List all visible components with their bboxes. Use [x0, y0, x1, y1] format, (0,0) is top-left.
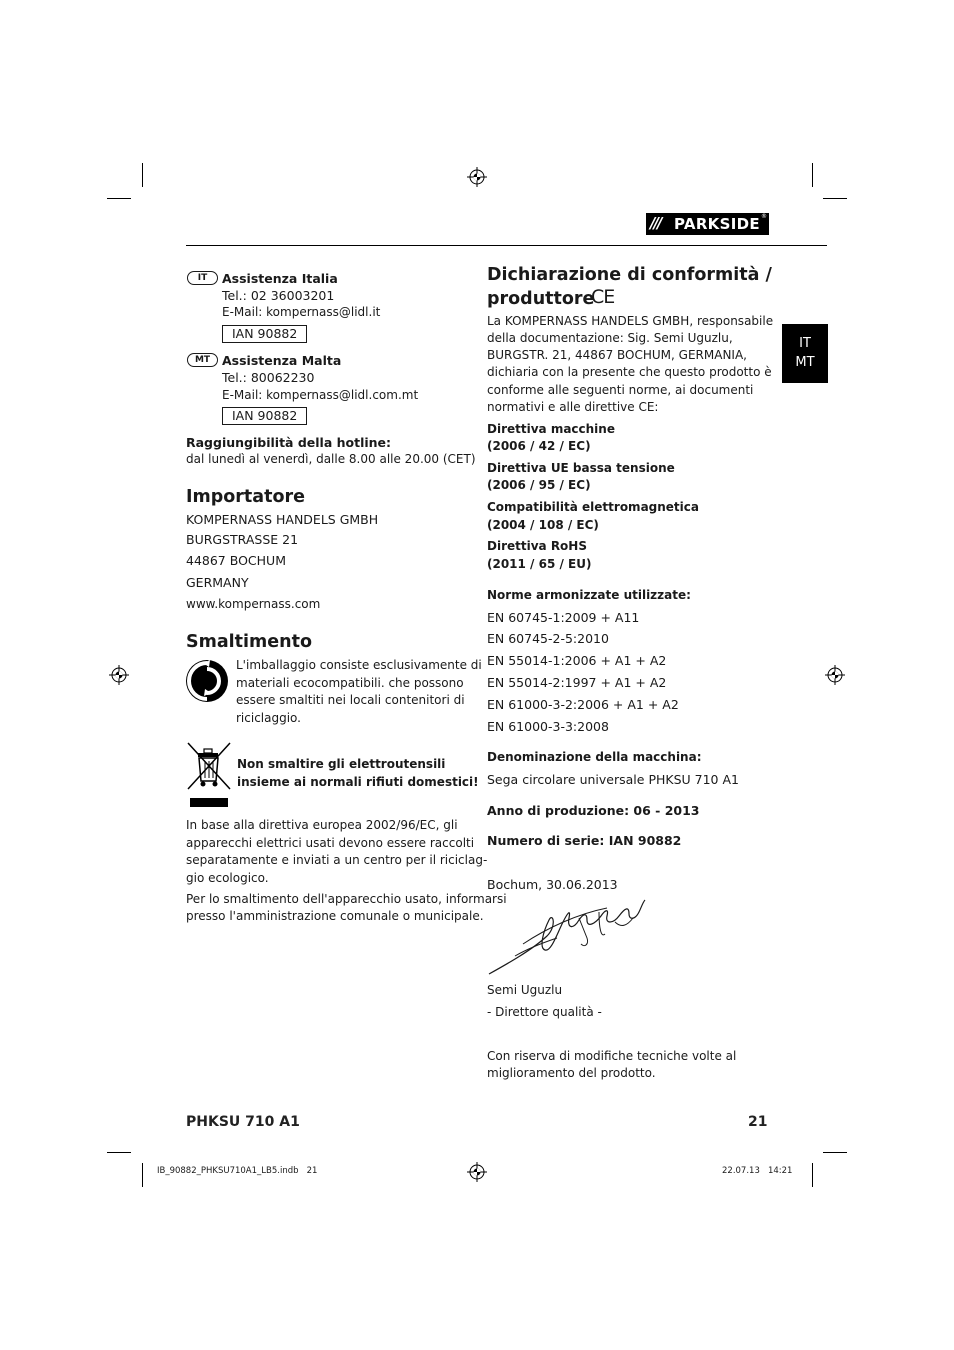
- standards-title: Norme armonizzate utilizzate:: [487, 588, 691, 602]
- mt-service-tel: Tel.: 80062230: [222, 370, 315, 385]
- packaging-line: essere smaltiti nei locali contenitori di: [236, 693, 465, 707]
- mt-service-email: E-Mail: kompernass@lidl.com.mt: [222, 388, 419, 402]
- footer-model: PHKSU 710 A1: [186, 1114, 300, 1130]
- standard-item: EN 55014-2:1997 + A1 + A2: [487, 675, 667, 690]
- info-line: presso l'amministrazione comunale o municipale.: [186, 909, 484, 923]
- standard-item: EN 61000-3-3:2008: [487, 719, 609, 734]
- importer-heading: Importatore: [186, 487, 305, 507]
- weee-warning-line: Non smaltire gli elettroutensili: [237, 757, 446, 771]
- importer-line: 44867 BOCHUM: [186, 553, 286, 568]
- logo-text: PARKSIDE: [674, 215, 760, 233]
- hotline-text: dal lunedì al venerdì, dalle 8.00 alle 20.00 (CET): [186, 452, 476, 466]
- declaration-intro-line: normativi e alle direttive CE:: [487, 400, 659, 414]
- registration-mark-icon: [825, 665, 845, 685]
- reserve-line: miglioramento del prodotto.: [487, 1066, 656, 1080]
- directive-number: (2004 / 108 / EC): [487, 518, 599, 532]
- crop-mark: [107, 1152, 131, 1153]
- logo-slashes-icon: ///: [650, 214, 661, 232]
- signature: [487, 898, 652, 978]
- recycling-green-dot-icon: [185, 659, 229, 703]
- footer-print-date: 22.07.13 14:21: [722, 1166, 793, 1176]
- footer-file-info: IB_90882_PHKSU710A1_LB5.indb 21: [157, 1166, 318, 1176]
- standard-item: EN 55014-1:2006 + A1 + A2: [487, 653, 667, 668]
- serial-number: Numero di serie: IAN 90882: [487, 833, 682, 848]
- production-year: Anno di produzione: 06 - 2013: [487, 803, 700, 818]
- crop-mark: [107, 198, 131, 199]
- directive-number: (2011 / 65 / EU): [487, 557, 592, 571]
- place-date: Bochum, 30.06.2013: [487, 877, 618, 892]
- hotline-title: Raggiungibilità della hotline:: [186, 435, 392, 450]
- crop-mark: [823, 1152, 847, 1153]
- ce-mark-icon: CE: [591, 286, 615, 308]
- crop-mark: [812, 163, 813, 187]
- packaging-line: L'imballaggio consiste esclusivamente di: [236, 658, 482, 672]
- it-service-email: E-Mail: kompernass@lidl.it: [222, 305, 381, 319]
- header-rule: [186, 245, 827, 246]
- mt-ian-box: IAN 90882: [222, 407, 307, 425]
- directive-line: gio ecologico.: [186, 871, 269, 885]
- directive-number: (2006 / 95 / EC): [487, 478, 591, 492]
- importer-line: GERMANY: [186, 575, 249, 590]
- declaration-intro-line: conforme alle seguenti norme, ai documenti: [487, 383, 754, 397]
- registration-mark-icon: [467, 167, 487, 187]
- declaration-intro-line: La KOMPERNASS HANDELS GMBH, responsabile: [487, 314, 774, 328]
- language-tab: [782, 324, 828, 383]
- importer-line: KOMPERNASS HANDELS GMBH: [186, 512, 379, 527]
- declaration-intro-line: BURGSTR. 21, 44867 BOCHUM, GERMANIA,: [487, 348, 747, 362]
- machine-title: Denominazione della macchina:: [487, 750, 702, 764]
- parkside-logo: [646, 213, 769, 235]
- directive-line: separatamente e inviati a un centro per il riciclag-: [186, 853, 488, 867]
- it-ian-box: IAN 90882: [222, 325, 307, 343]
- signer-name: Semi Uguzlu: [487, 983, 563, 997]
- standard-item: EN 60745-2-5:2010: [487, 631, 609, 646]
- language-tab-it: IT: [799, 336, 811, 351]
- disposal-heading: Smaltimento: [186, 632, 312, 652]
- declaration-intro-line: dichiaria con la presente che questo prodotto è: [487, 365, 772, 379]
- registration-mark-icon: [467, 1162, 487, 1182]
- directive-name: Direttiva UE bassa tensione: [487, 461, 675, 475]
- packaging-line: riciclaggio.: [236, 711, 301, 725]
- weee-warning-line: insieme ai normali rifiuti domestici!: [237, 775, 479, 789]
- declaration-heading: Dichiarazione di conformità /: [487, 265, 772, 285]
- crop-mark: [812, 1163, 813, 1187]
- importer-line: BURGSTRASSE 21: [186, 532, 299, 547]
- mt-badge: MT: [187, 353, 218, 367]
- packaging-line: materiali ecocompatibili. che possono: [236, 676, 464, 690]
- directive-name: Direttiva RoHS: [487, 539, 587, 553]
- machine-name: Sega circolare universale PHKSU 710 A1: [487, 772, 739, 787]
- it-badge: IT: [187, 271, 218, 285]
- declaration-intro-line: della documentazione: Sig. Semi Uguzlu,: [487, 331, 733, 345]
- logo-registered: ®: [761, 213, 767, 220]
- reserve-line: Con riserva di modifiche tecniche volte al: [487, 1049, 737, 1063]
- info-line: Per lo smaltimento dell'apparecchio usato, informarsi: [186, 892, 507, 906]
- mt-service-title: Assistenza Malta: [222, 353, 342, 368]
- importer-website: www.kompernass.com: [186, 597, 321, 611]
- signer-role: - Direttore qualità -: [487, 1005, 602, 1019]
- weee-crossed-bin-icon: [186, 741, 232, 809]
- standard-item: EN 61000-3-2:2006 + A1 + A2: [487, 697, 679, 712]
- footer-page-number: 21: [748, 1114, 768, 1130]
- it-service-tel: Tel.: 02 36003201: [222, 288, 335, 303]
- directive-name: Compatibilità elettromagnetica: [487, 500, 699, 514]
- directive-name: Direttiva macchine: [487, 422, 615, 436]
- language-tab-mt: MT: [795, 355, 815, 370]
- directive-number: (2006 / 42 / EC): [487, 439, 591, 453]
- directive-line: apparecchi elettrici usati devono essere raccolti: [186, 836, 475, 850]
- declaration-heading-line2: produttore: [487, 289, 595, 309]
- registration-mark-icon: [109, 665, 129, 685]
- it-service-title: Assistenza Italia: [222, 271, 338, 286]
- standard-item: EN 60745-1:2009 + A11: [487, 610, 640, 625]
- crop-mark: [823, 198, 847, 199]
- crop-mark: [142, 163, 143, 187]
- directive-line: In base alla direttiva europea 2002/96/EC, gli: [186, 818, 458, 832]
- crop-mark: [142, 1163, 143, 1187]
